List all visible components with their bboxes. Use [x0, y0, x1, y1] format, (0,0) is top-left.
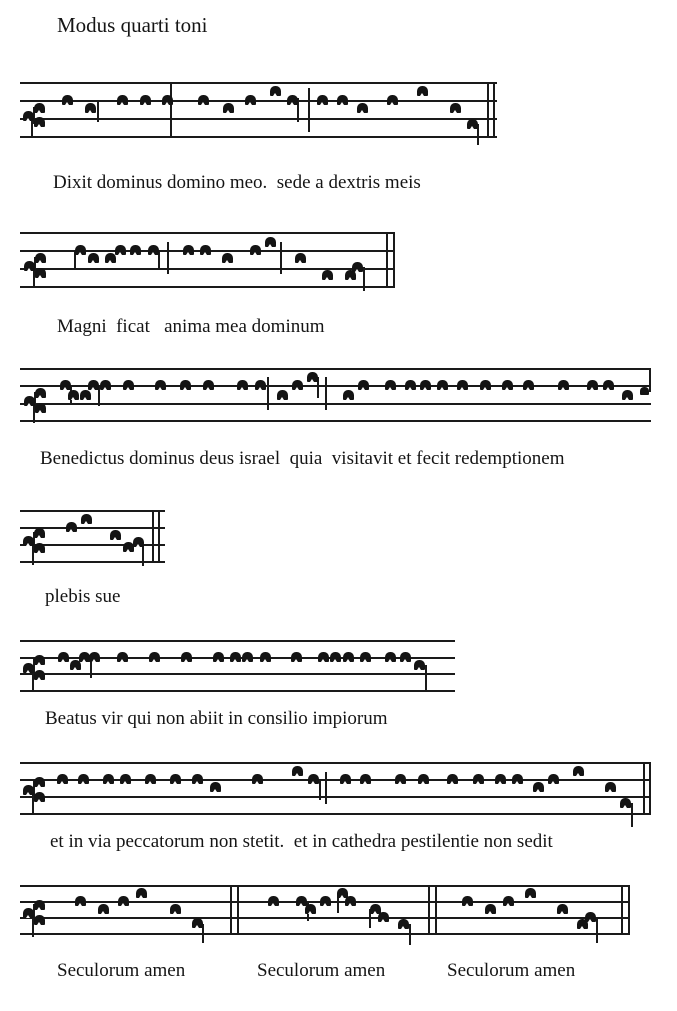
neume-note [352, 262, 363, 272]
neume-note [343, 390, 354, 400]
neume-note [512, 774, 523, 784]
barline [393, 232, 395, 288]
neume-note [230, 652, 241, 662]
staff-line [20, 82, 497, 84]
neume-note [170, 904, 181, 914]
neume-note [23, 908, 34, 918]
note-stem [142, 545, 144, 566]
neume-note [117, 95, 128, 105]
lyric-etinvia: et in via peccatorum non stetit. et in cathedra pestilentie non sedit [50, 831, 553, 852]
neume-note [585, 912, 596, 922]
neume-note [223, 103, 234, 113]
neume-note [242, 652, 253, 662]
staff-line [20, 673, 455, 675]
barline [643, 762, 645, 815]
note-stem [363, 267, 365, 291]
neume-note [149, 652, 160, 662]
lyric-seculorum-3: Seculorum amen [447, 960, 576, 981]
custos-mark [640, 387, 649, 395]
staff-line [20, 690, 455, 692]
staff-line [20, 136, 497, 138]
neume-note [183, 245, 194, 255]
neume-note [405, 380, 416, 390]
staff-line [20, 885, 630, 887]
barline [308, 88, 310, 132]
lyric-dixit: Dixit dominus domino meo. sede a dextris meis [53, 172, 421, 193]
neume-note [203, 380, 214, 390]
note-stem [649, 369, 651, 392]
neume-note [58, 652, 69, 662]
neume-note [162, 95, 173, 105]
neume-note [245, 95, 256, 105]
neume-note [418, 774, 429, 784]
neume-note [34, 777, 45, 787]
neume-note [255, 380, 266, 390]
neume-note [35, 268, 46, 278]
neume-note [533, 782, 544, 792]
note-stem [425, 665, 427, 690]
neume-note [118, 896, 129, 906]
neume-note [395, 774, 406, 784]
barline [386, 232, 388, 288]
note-stem [97, 100, 99, 122]
neume-note [123, 380, 134, 390]
staff-line [20, 510, 165, 512]
neume-note [320, 896, 331, 906]
neume-note [200, 245, 211, 255]
neume-note [170, 774, 181, 784]
barline [167, 242, 169, 274]
neume-note [35, 388, 46, 398]
neume-note [523, 380, 534, 390]
neume-note [23, 111, 34, 121]
neume-note [605, 782, 616, 792]
neume-note [110, 530, 121, 540]
neume-note [192, 774, 203, 784]
neume-note [260, 652, 271, 662]
barline [237, 885, 239, 935]
neume-note [573, 766, 584, 776]
note-stem [596, 917, 598, 943]
staff-line [20, 268, 395, 270]
neume-note [480, 380, 491, 390]
neume-note [330, 652, 341, 662]
neume-note [305, 904, 316, 914]
staff-line [20, 917, 630, 919]
neume-note [80, 390, 91, 400]
lyric-benedictus: Benedictus dominus deus israel quia visitavit et fecit redemptionem [40, 448, 565, 469]
page-title: Modus quarti toni [57, 13, 208, 37]
neume-note [385, 380, 396, 390]
barline [649, 762, 651, 815]
neume-note [385, 652, 396, 662]
lyric-magnificat: Magni ficat anima mea dominum [57, 316, 325, 337]
neume-note [557, 904, 568, 914]
neume-note [467, 119, 478, 129]
neume-note [357, 103, 368, 113]
barline [267, 377, 269, 410]
neume-note [292, 766, 303, 776]
neume-note [437, 380, 448, 390]
neume-note [192, 918, 203, 928]
neume-note [23, 663, 34, 673]
neume-note [148, 245, 159, 255]
barline [170, 82, 172, 138]
neume-note [495, 774, 506, 784]
staff-line [20, 100, 497, 102]
neume-note [292, 380, 303, 390]
neume-note [447, 774, 458, 784]
neume-note [35, 403, 46, 413]
staff-line [20, 232, 395, 234]
neume-note [265, 237, 276, 247]
neume-note [222, 253, 233, 263]
neume-note [270, 86, 281, 96]
staff-line [20, 385, 651, 387]
neume-note [145, 774, 156, 784]
neume-note [133, 537, 144, 547]
neume-note [503, 896, 514, 906]
lyric-seculorum-2: Seculorum amen [257, 960, 386, 981]
neume-note [317, 95, 328, 105]
neume-note [34, 900, 45, 910]
barline [325, 377, 327, 410]
neume-note [140, 95, 151, 105]
neume-note [35, 253, 46, 263]
neume-note [287, 95, 298, 105]
neume-note [620, 798, 631, 808]
neume-note [34, 117, 45, 127]
neume-note [398, 919, 409, 929]
note-stem [631, 803, 633, 827]
neume-note [237, 380, 248, 390]
neume-note [34, 792, 45, 802]
neume-note [360, 774, 371, 784]
neume-note [485, 904, 496, 914]
neume-note [548, 774, 559, 784]
neume-note [345, 896, 356, 906]
staff-line [20, 368, 651, 370]
neume-note [181, 652, 192, 662]
barline [280, 242, 282, 274]
neume-note [252, 774, 263, 784]
lyric-plebis: plebis sue [45, 586, 121, 607]
neume-note [198, 95, 209, 105]
neume-note [180, 380, 191, 390]
barline [435, 885, 437, 935]
barline [493, 82, 495, 138]
neume-note [89, 652, 100, 662]
neume-note [457, 380, 468, 390]
neume-note [23, 536, 34, 546]
neume-note [120, 774, 131, 784]
neume-note [358, 380, 369, 390]
lyric-seculorum-1: Seculorum amen [57, 960, 186, 981]
staff-line [20, 796, 651, 798]
neume-note [62, 95, 73, 105]
neume-note [462, 896, 473, 906]
neume-note [60, 380, 71, 390]
neume-note [378, 912, 389, 922]
staff-line [20, 286, 395, 288]
neume-note [103, 774, 114, 784]
neume-note [23, 785, 34, 795]
staff-line [20, 420, 651, 422]
neume-note [66, 522, 77, 532]
barline [158, 510, 160, 563]
neume-note [387, 95, 398, 105]
neume-note [75, 245, 86, 255]
neume-note [34, 103, 45, 113]
neume-note [24, 261, 35, 271]
neume-note [34, 543, 45, 553]
neume-note [277, 390, 288, 400]
neume-note [155, 380, 166, 390]
neume-note [68, 390, 79, 400]
neume-note [343, 652, 354, 662]
neume-note [117, 652, 128, 662]
neume-note [115, 245, 126, 255]
lyric-beatus: Beatus vir qui non abiit in consilio impiorum [45, 708, 388, 729]
neume-note [34, 670, 45, 680]
neume-note [318, 652, 329, 662]
neume-note [34, 655, 45, 665]
barline [152, 510, 154, 563]
neume-note [57, 774, 68, 784]
neume-note [337, 95, 348, 105]
neume-note [417, 86, 428, 96]
neume-note [34, 915, 45, 925]
staff-line [20, 813, 651, 815]
neume-note [308, 774, 319, 784]
neume-note [603, 380, 614, 390]
neume-note [81, 514, 92, 524]
neume-note [296, 896, 307, 906]
neume-note [98, 904, 109, 914]
neume-note [420, 380, 431, 390]
neume-note [340, 774, 351, 784]
neume-note [525, 888, 536, 898]
neume-note [587, 380, 598, 390]
barline [428, 885, 430, 935]
neume-note [473, 774, 484, 784]
neume-note [213, 652, 224, 662]
staff-line [20, 762, 651, 764]
neume-note [291, 652, 302, 662]
barline [230, 885, 232, 935]
neume-note [88, 380, 99, 390]
neume-note [558, 380, 569, 390]
staff-line [20, 403, 651, 405]
staff-line [20, 640, 455, 642]
note-stem [409, 924, 411, 945]
neume-note [360, 652, 371, 662]
neume-note [400, 652, 411, 662]
barline [325, 772, 327, 804]
barline [628, 885, 630, 935]
staff-line [20, 933, 630, 935]
neume-note [100, 380, 111, 390]
neume-note [502, 380, 513, 390]
barline [621, 885, 623, 935]
neume-note [450, 103, 461, 113]
neume-note [136, 888, 147, 898]
neume-note [622, 390, 633, 400]
neume-note [322, 270, 333, 280]
neume-note [268, 896, 279, 906]
neume-note [24, 396, 35, 406]
barline [487, 82, 489, 138]
note-stem [319, 779, 321, 800]
neume-note [78, 774, 89, 784]
neume-note [250, 245, 261, 255]
staff-line [20, 118, 497, 120]
neume-note [295, 253, 306, 263]
neume-note [75, 896, 86, 906]
neume-note [307, 372, 318, 382]
neume-note [414, 660, 425, 670]
neume-note [210, 782, 221, 792]
neume-note [85, 103, 96, 113]
neume-note [34, 528, 45, 538]
neume-note [88, 253, 99, 263]
neume-note [130, 245, 141, 255]
